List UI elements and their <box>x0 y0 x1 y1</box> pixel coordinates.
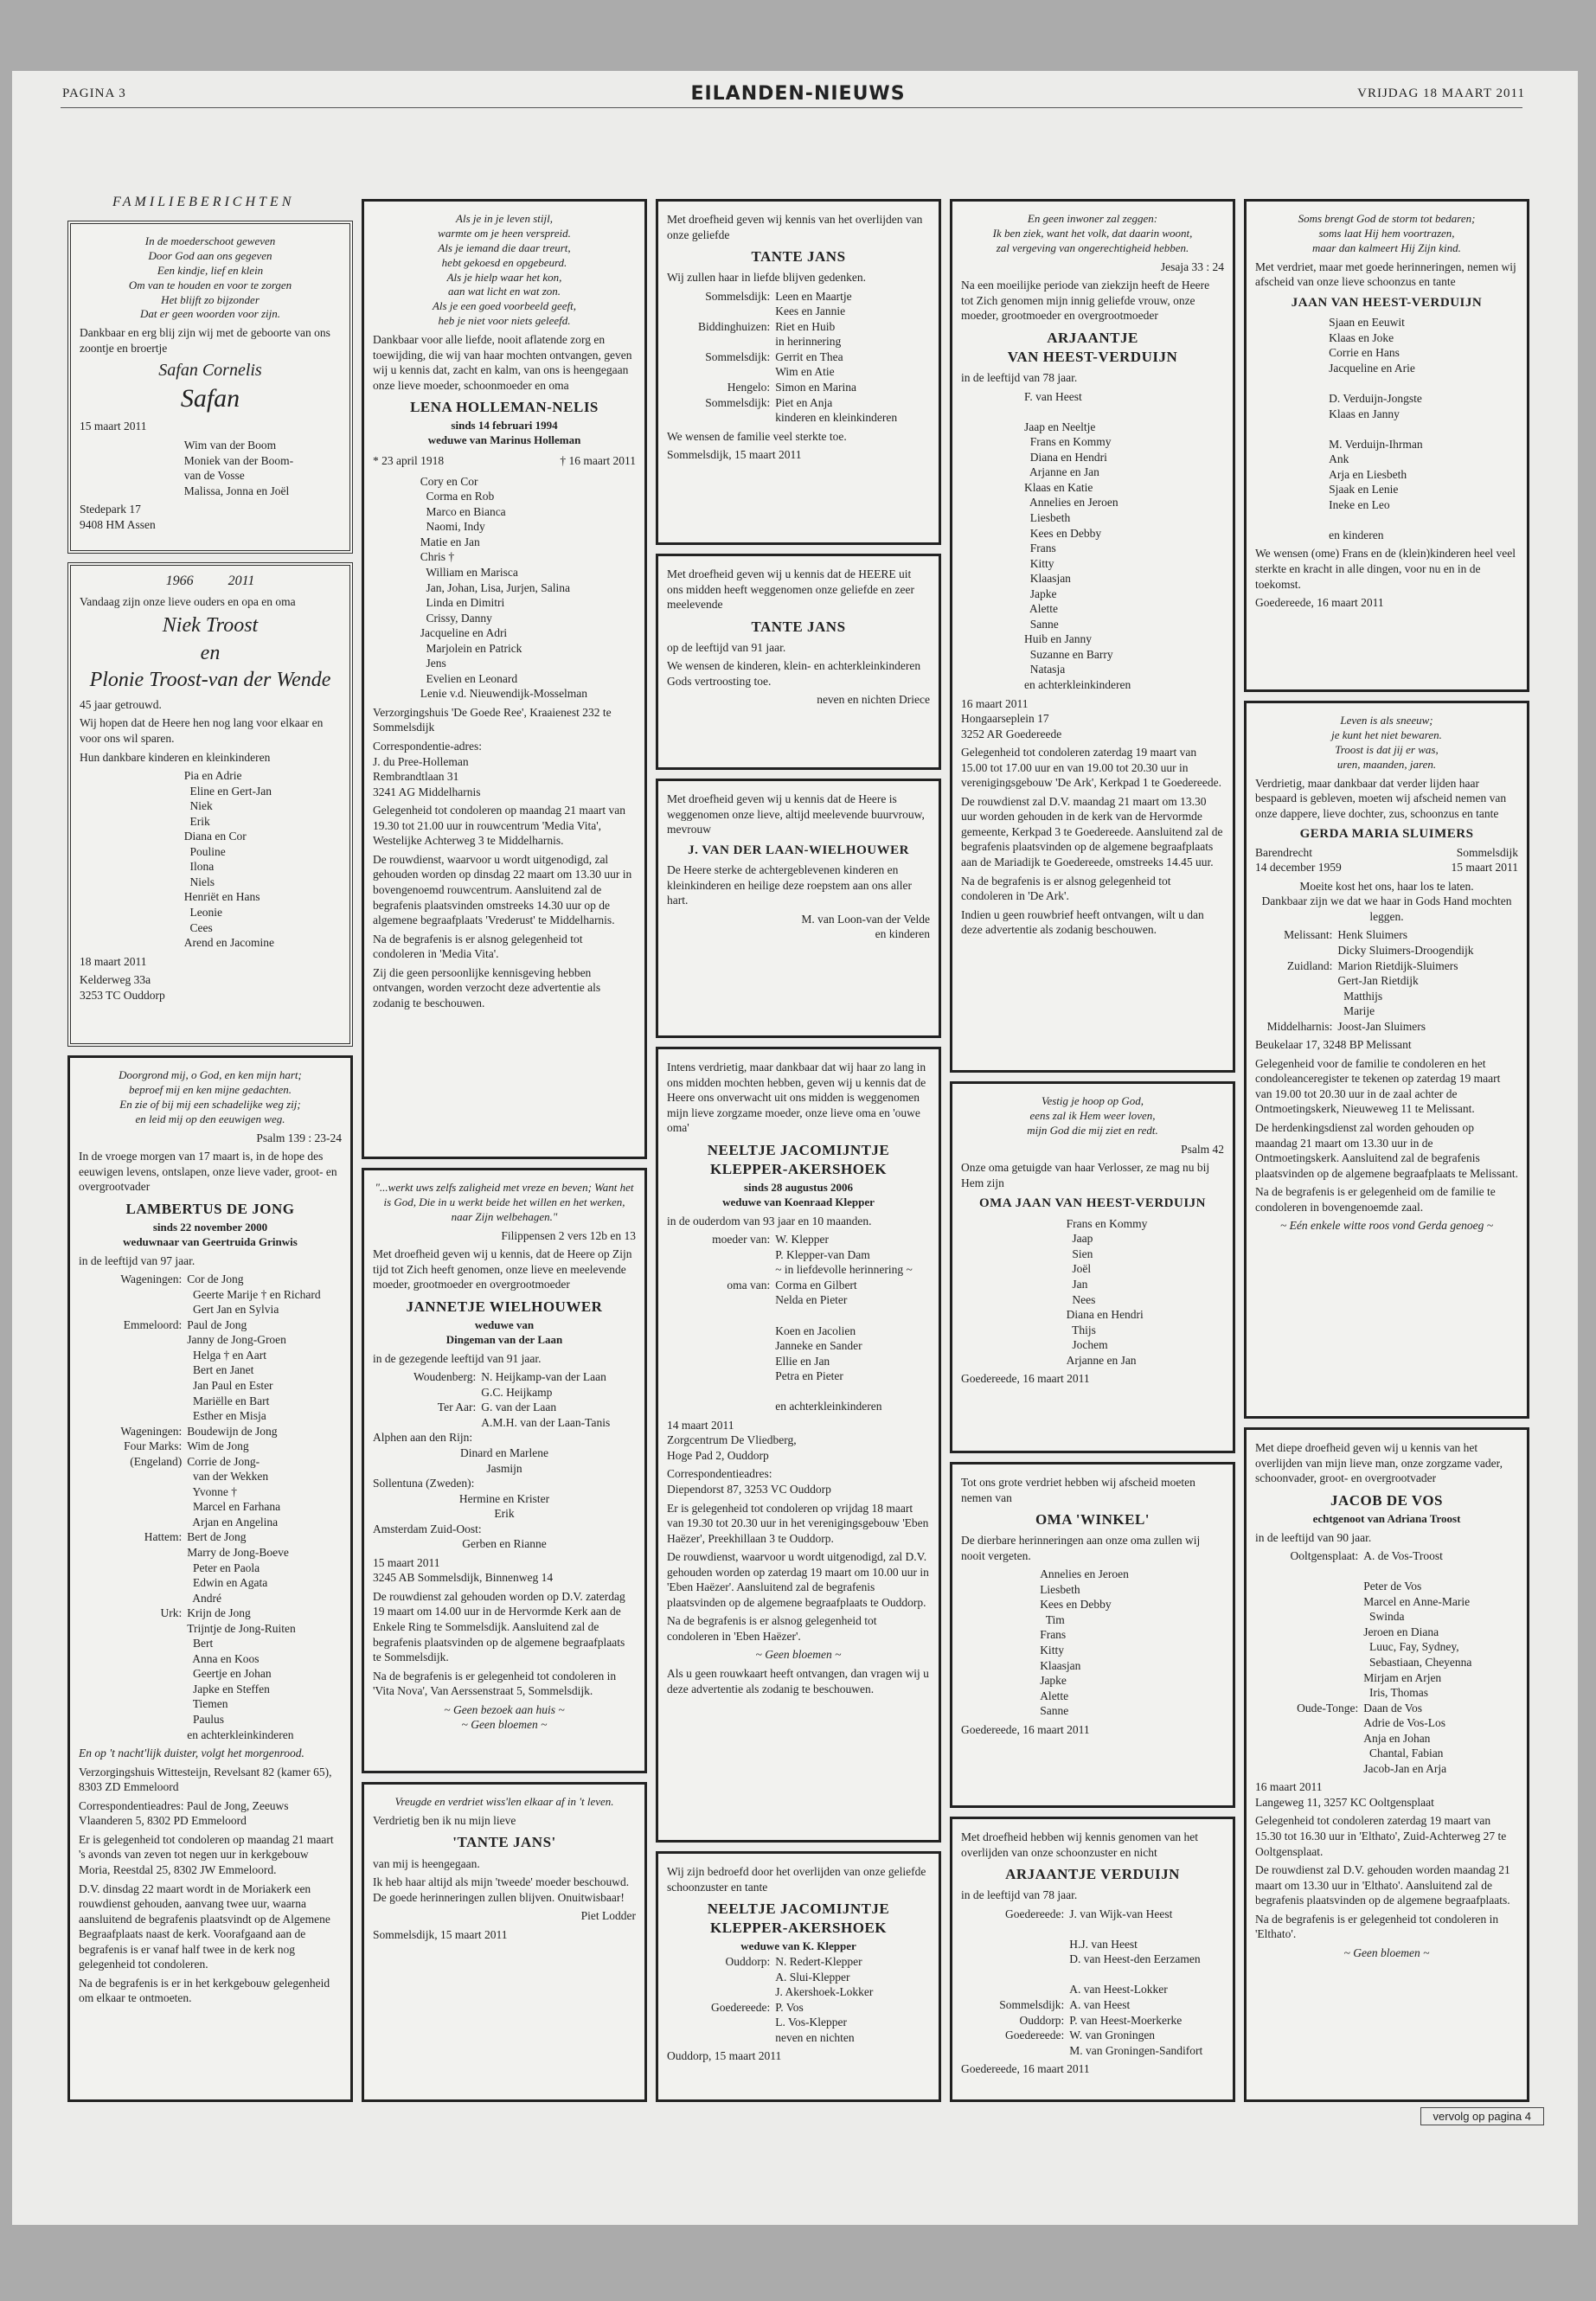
tantejans3-text: Ik heb haar altijd als mijn 'tweede' moeder beschouwd. De goede herinneringen zullen blijven. Onuitwisbaar! <box>373 1875 630 1904</box>
jacob-intro: Met diepe droefheid geven wij u kennis van het overlijden van mijn lieve man, onze zorgzame vader, schoonvader, groot- en overgrootvader <box>1255 1441 1503 1485</box>
arjaantje1-intro: Na een moeilijke periode van ziekzijn heeft de Heere tot Zich genomen mijn innig geliefde vrouw, onze moeder, grootmoeder en overgrootmoeder <box>961 279 1210 323</box>
jaan-name: JAAN VAN HEEST-VERDUIJN <box>1291 295 1483 310</box>
death-notice-tante-jans-3 <box>362 1782 647 2102</box>
tantejans2-age: op de leeftijd van 91 jaar. <box>667 640 786 654</box>
family-names: Boudewijn de Jong <box>187 1424 278 1438</box>
continued-label: vervolg op pagina 4 <box>1420 2107 1544 2125</box>
arjaantje1-family: F. van Heest Jaap en Neeltje Frans en Kommy Diana en Hendri Arjanne en Jan Klaas en Katie Annelies en Jeroen Liesbeth Kees en Debby Frans Kitty Klaasjan Japke Alette Sanne Huib en Janny Suzanne en Barry Natasja en achterkleinkinderen <box>1023 389 1131 691</box>
family-names: Joost-Jan Sluimers <box>1337 1019 1426 1033</box>
section-title: FAMILIEBERICHTEN <box>112 195 295 209</box>
arjaantje2-age: in de leeftijd van 78 jaar. <box>961 1888 1078 1902</box>
jannetje-intro: Met droefheid geven wij u kennis, dat de Heere op Zijn tijd tot Zich heeft genomen, onze lieve en meelevende moeder, grootmoeder en overgrootmoeder <box>373 1247 632 1292</box>
lena-corr: Correspondentie-adres: J. du Pree-Holleman Rembrandtlaan 31 3241 AG Middelharnis <box>373 740 482 798</box>
jannetje-closing: ~ Geen bezoek aan huis ~ ~ Geen bloemen ~ <box>444 1702 565 1732</box>
jacob-condolence: Gelegenheid tot condoleren zaterdag 19 maart van 15.30 tot 16.30 uur in 'Elthato', Zuid-Achterweg 27 te Ooltgensplaat. <box>1255 1814 1507 1858</box>
jaan-family: Sjaan en Eeuwit Klaas en Joke Corrie en Hans Jacqueline en Arie D. Verduijn-Jongste Klaas en Janny M. Verduijn-Ihrman Ank Arja en Liesbeth Sjaak en Lenie Ineke en Leo en kinderen <box>1329 316 1423 542</box>
lena-died: † 16 maart 2011 <box>560 454 636 468</box>
death-notice-arjaantje-1 <box>950 199 1235 1073</box>
death-notice-gerda <box>1244 701 1529 1419</box>
neeltje2-date: Ouddorp, 15 maart 2011 <box>667 2049 782 2063</box>
family-place: Emmeloord: <box>123 1317 183 1331</box>
family-names: A. van Heest <box>1069 1998 1131 2012</box>
family-names: Cor de Jong Geerte Marije † en Richard Gert Jan en Sylvia <box>187 1272 321 1317</box>
family-names: Simon en Marina <box>775 381 856 394</box>
arjaantje1-service: De rouwdienst zal D.V. maandag 21 maart om 13.30 uur worden gehouden in de kerk van de Hervormde gemeente, Kerkpad 3 te Goedereede. Aansluitend zal de begrafenis plaatsvinden op de algemene begraafplaats aan de Mariadijk te Goedereede, omstreeks 14.45 uur. <box>961 794 1223 868</box>
neeltje1-corr: Correspondentieadres: Diependorst 87, 3253 VC Ouddorp <box>667 1467 831 1496</box>
gerda-name: GERDA MARIA SLUIMERS <box>1299 827 1474 842</box>
gerda-address: Beukelaar 17, 3248 BP Melissant <box>1255 1038 1412 1052</box>
neeltje1-dateaddr: 14 maart 2011 Zorgcentrum De Vliedberg, Hoge Pad 2, Ouddorp <box>667 1418 797 1462</box>
lambertus-condolence: Er is gelegenheid tot condoleren op maandag 21 maart 's avonds van zeven tot negen uur in kerkgebouw Moria, Reestdal 25, 8302 JW Emmeloord. <box>79 1832 334 1876</box>
death-notice-jacob <box>1244 1427 1529 2102</box>
anniversary-years-married: 45 jaar getrouwd. <box>80 697 162 711</box>
jannetje-service: De rouwdienst zal gehouden worden op D.V. zaterdag 19 maart om 14.00 uur in de Hervormde Kerk aan de Enkele Ring te Sommelsdijk. Aansluitend zal de begrafenis plaatsvinden op de algemene begraafplaats te Sommelsdijk. <box>373 1589 625 1664</box>
anniversary-en: en <box>200 641 221 664</box>
anniversary-years: 1966 2011 <box>165 574 255 588</box>
jannetje-after: Na de begrafenis is er gelegenheid tot condoleren in 'Vita Nova', Van Aerssenstraat 5, Sommelsdijk. <box>373 1669 617 1698</box>
anniversary-hope: Wij hopen dat de Heere hen nog lang voor elkaar en voor ons wil sparen. <box>80 716 324 745</box>
family-names: W. van Groningen M. van Groningen-Sandifort <box>1069 2029 1203 2057</box>
child-fullname: Safan Cornelis <box>158 361 262 381</box>
family-place: Goedereede: <box>1004 2029 1065 2042</box>
family-place: Four Marks: (Engeland) <box>124 1439 183 1468</box>
child-callname: Safan <box>180 384 240 413</box>
neeltje1-closing: ~ Geen bloemen ~ <box>755 1648 842 1662</box>
anniversary-family: Pia en Adrie Eline en Gert-Jan Niek Erik Diana en Cor Pouline Ilona Niels Henriët en Hans Leonie Cees Arend en Jacomine <box>183 769 275 950</box>
lambertus-service: D.V. dinsdag 22 maart wordt in de Moriakerk een rouwdienst gehouden, aanvang twee uur, waarna aansluitend de begrafenis plaatsvindt op de Algemene Begraafplaats naast de kerk. Voorafgaand aan de begrafenis is er vanaf half twee in de kerk nog gelegenheid tot condoleren. <box>79 1881 330 1971</box>
jannetje-ref: Filippensen 2 vers 12b en 13 <box>501 1228 636 1242</box>
family-place: Ooltgensplaat: <box>1290 1549 1359 1563</box>
family-names: Dinard en Marlene Jasmijn <box>460 1446 548 1475</box>
jacob-name: JACOB DE VOS <box>1330 1491 1444 1509</box>
omawinkel-family: Annelies en Jeroen Liesbeth Kees en Debby Tim Frans Kitty Klaasjan Japke Alette Sanne <box>1040 1567 1129 1718</box>
gerda-born-place: Barendrecht <box>1255 845 1312 859</box>
family-place: Middelharnis: <box>1266 1019 1333 1033</box>
omajaan-ref: Psalm 42 <box>1181 1142 1224 1156</box>
masthead-logo: EILANDEN-NIEUWS <box>690 83 906 105</box>
lena-verse: Als je in je leven stijl, warmte om je heen verspreid. Als je iemand die daar treurt, hebt gekoesd en opgebeurd. Als je hielp waar het kon, aan wat licht en wat zon. Als je een goed voorbeeld geeft, heb je niet voor niets geleefd. <box>432 212 577 328</box>
birth-intro: Dankbaar en erg blij zijn wij met de geboorte van ons zoontje en broertje <box>80 326 330 355</box>
tantejans1-date: Sommelsdijk, 15 maart 2011 <box>667 448 802 462</box>
family-names: A. de Vos-Troost Peter de Vos Marcel en Anne-Marie Swinda Jeroen en Diana Luuc, Fay, Sydney, Sebastiaan, Cheyenna Mirjam en Arjen Iris, Thomas <box>1363 1549 1472 1700</box>
lena-born: * 23 april 1918 <box>373 454 445 468</box>
arjaantje1-ref: Jesaja 33 : 24 <box>1160 260 1224 273</box>
omajaan-date: Goedereede, 16 maart 2011 <box>961 1372 1090 1386</box>
neeltje2-family <box>667 1954 930 2045</box>
birth-address: Stedepark 17 9408 HM Assen <box>80 503 156 531</box>
gerda-verse: Leven is als sneeuw; je kunt het niet bewaren. Troost is dat jij er was, uren, maanden, jaren. <box>1331 714 1442 771</box>
jannetje-widow: weduwe van Dingeman van der Laan <box>445 1317 563 1346</box>
arjaantje1-dateaddr: 16 maart 2011 Hongaarseplein 17 3252 AR Goedereede <box>961 696 1062 740</box>
arjaantje2-date: Goedereede, 16 maart 2011 <box>961 2062 1090 2076</box>
gerda-closing: ~ Eén enkele witte roos vond Gerda genoeg ~ <box>1279 1219 1494 1233</box>
lambertus-address: Verzorgingshuis Wittesteijn, Revelsant 82 (kamer 65), 8303 ZD Emmeloord <box>79 1765 332 1794</box>
family-place: Sommelsdijk: <box>705 349 771 363</box>
arjaantje1-note: Indien u geen rouwbrief heeft ontvangen, wilt u dan deze advertentie als zodanig beschouwen. <box>961 907 1204 937</box>
family-names: Wim de Jong Corrie de Jong- van der Wekken Yvonne † Marcel en Farhana Arjan en Angelina <box>187 1439 281 1529</box>
neeltje1-widow: weduwe van Koenraad Klepper <box>722 1195 875 1208</box>
death-notice-jannetje <box>362 1168 647 1773</box>
family-place: Wageningen: <box>120 1272 183 1286</box>
lena-home: Verzorgingshuis 'De Goede Ree', Kraaienest 232 te Sommelsdijk <box>373 705 612 734</box>
anniversary-address: Kelderweg 33a 3253 TC Ouddorp <box>80 973 165 1002</box>
gerda-after: Na de begrafenis is er gelegenheid om de familie te condoleren in bovengenoemde zaal. <box>1255 1185 1496 1214</box>
tantejans1-line: Wij zullen haar in liefde blijven gedenken. <box>667 271 866 285</box>
lambertus-after: Na de begrafenis is er in het kerkgebouw gelegenheid om elkaar te ontmoeten. <box>79 1976 330 2005</box>
family-names: Hermine en Krister Erik <box>458 1491 550 1521</box>
anniversary-intro: Vandaag zijn onze lieve ouders en opa en oma <box>80 594 296 608</box>
tantejans2-name: TANTE JANS <box>751 618 846 635</box>
death-notice-lena <box>362 199 647 1159</box>
omajaan-intro: Onze oma getuigde van haar Verlosser, ze mag nu bij Hem zijn <box>961 1161 1210 1189</box>
lambertus-intro: In de vroege morgen van 17 maart is, in de hope des eeuwigen levens, ontslapen, onze lieve vader, groot- en overgrootvader <box>79 1150 337 1194</box>
family-place: Sommelsdijk: <box>705 289 771 303</box>
arjaantje2-name: ARJAANTJE VERDUIJN <box>1005 1866 1180 1883</box>
family-place: Oude-Tonge: <box>1297 1701 1359 1715</box>
jacob-spouse: echtgenoot van Adriana Troost <box>1312 1511 1461 1525</box>
tantejans3-verse: Vreugde en verdriet wiss'len elkaar af in 't leven. <box>394 1795 614 1808</box>
lena-since: sinds 14 februari 1994 <box>451 419 558 433</box>
family-names: Riet en Huib in herinnering <box>775 319 842 349</box>
family-place: Amsterdam Zuid-Oost: <box>373 1522 482 1535</box>
family-place: Goedereede: <box>1004 1907 1065 1920</box>
lena-note: Zij die geen persoonlijke kennisgeving hebben ontvangen, worden verzocht deze advertentie als zodanig te beschouwen. <box>373 965 601 1009</box>
vanderlaan-intro: Met droefheid geven wij u kennis dat de Heere is weggenomen onze lieve, altijd meelevende buurvrouw, mevrouw <box>667 792 925 836</box>
omajaan-family: Frans en Kommy Jaap Sien Joël Jan Nees Diana en Hendri Thijs Jochem Arjanne en Jan <box>1066 1216 1148 1367</box>
lena-widow: weduwe van Marinus Holleman <box>427 433 581 447</box>
lena-condolence: Gelegenheid tot condoleren op maandag 21 maart van 19.30 tot 21.00 uur in rouwcentrum 'Media Vita', Westelijke Achterweg 3 te Middelharnis. <box>373 804 626 848</box>
family-names: P. Vos L. Vos-Klepper neven en nichten <box>775 2000 855 2044</box>
family-names: N. Heijkamp-van der Laan G.C. Heijkamp <box>481 1370 606 1399</box>
family-place: Goedereede: <box>710 2000 771 2014</box>
issue-date: VRIJDAG 18 MAART 2011 <box>1357 87 1525 100</box>
family-names: Henk Sluimers Dicky Sluimers-Droogendijk <box>1337 928 1474 957</box>
omawinkel-name: OMA 'WINKEL' <box>1035 1511 1151 1529</box>
family-place: Woudenberg: <box>413 1370 477 1384</box>
tantejans1-name: TANTE JANS <box>751 248 846 266</box>
tantejans2-wish: We wensen de kinderen, klein- en achterkleinkinderen Gods vertroosting toe. <box>667 659 921 688</box>
vanderlaan-sign: M. van Loon-van der Velde en kinderen <box>801 912 930 941</box>
birth-verse: In de moederschoot geweven Door God aan ons gegeven Een kindje, lief en klein Om van te houden en voor te zorgen Het blijft zo bijzonder Dat er geen woorden voor zijn. <box>128 234 292 321</box>
family-place: Sommelsdijk: <box>999 1998 1065 2012</box>
neeltje1-since: sinds 28 augustus 2006 <box>743 1180 854 1194</box>
anniversary-date: 18 maart 2011 <box>80 954 147 968</box>
family-names: Corma en Gilbert Nelda en Pieter Koen en Jacolien Janneke en Sander Ellie en Jan Petra en Pieter en achterkleinkinderen <box>775 1278 882 1413</box>
family-names: Krijn de Jong Trijntje de Jong-Ruiten Bert Anna en Koos Geertje en Johan Japke en Steffen Tiemen Paulus en achterkleinkinderen <box>187 1606 296 1741</box>
gerda-intro: Verdrietig, maar dankbaar dat verder lijden haar bespaard is gebleven, moeten wij afscheid nemen van onze dappere, lieve dochter, zus, schoonzus en tante <box>1255 776 1507 820</box>
death-notice-tante-jans-1 <box>656 199 941 545</box>
lambertus-family <box>79 1272 342 1742</box>
arjaantje1-condolence: Gelegenheid tot condoleren zaterdag 19 maart van 15.00 tot 17.00 uur en van 19.00 tot 20.30 uur in verenigingsgebouw 'De Ark', Kerkpad 1 te Goedereede. <box>961 746 1222 790</box>
jannetje-name: JANNETJE WIELHOUWER <box>406 1298 603 1315</box>
jannetje-verse: "...werkt uws zelfs zaligheid met vreze en beven; Want het is God, Die in u werkt beide het willen en het werken, naar Zijn welbehagen." <box>375 1181 634 1223</box>
death-notice-neeltje-1 <box>656 1047 941 1843</box>
neeltje1-after: Na de begrafenis is er alsnog gelegenheid tot condoleren in 'Eben Haëzer'. <box>667 1614 877 1643</box>
gerda-family <box>1255 927 1518 1034</box>
gerda-service: De herdenkingsdienst zal worden gehouden op maandag 21 maart om 13.30 uur in de Ontmoetingskerk. Aansluitend zal de begrafenis plaatsvinden op de algemene begraafplaats te Melissant. <box>1255 1121 1519 1180</box>
arjaantje1-verse: En geen inwoner zal zeggen: Ik ben ziek, want het volk, dat daarin woont, zal vergeving van ongerechtigheid hebben. <box>992 212 1193 254</box>
lena-intro: Dankbaar voor alle liefde, nooit aflatende zorg en toewijding, die wij van haar mochten ontvangen, geven wij u kennis dat, zacht en kalm, van ons is heengegaan onze lieve moeder, schoonmoeder en oma <box>373 333 632 392</box>
death-notice-van-der-laan <box>656 779 941 1038</box>
jacob-dateaddr: 16 maart 2011 Langeweg 11, 3257 KC Ooltgensplaat <box>1255 1780 1434 1809</box>
family-place: Hattem: <box>144 1530 183 1544</box>
jaan-date: Goedereede, 16 maart 2011 <box>1255 596 1384 610</box>
family-place: Ter Aar: <box>437 1400 477 1414</box>
death-notice-oma-winkel <box>950 1462 1235 1808</box>
gerda-died-place: Sommelsdijk <box>1456 845 1518 859</box>
family-names: P. van Heest-Moerkerke <box>1069 2013 1183 2027</box>
family-names: Gerrit en Thea Wim en Atie <box>775 349 843 379</box>
gerda-motto: Moeite kost het ons, haar los te laten. Dankbaar zijn we dat we haar in Gods Hand mochten leggen. <box>1261 879 1512 923</box>
death-notice-oma-jaan <box>950 1081 1235 1453</box>
neeltje1-family <box>667 1232 930 1414</box>
birth-date: 15 maart 2011 <box>80 420 147 433</box>
tantejans2-sign: neven en nichten Driece <box>817 693 930 707</box>
family-place: Urk: <box>160 1606 183 1620</box>
anniversary-name-1: Niek Troost <box>162 614 259 638</box>
omawinkel-date: Goedereede, 16 maart 2011 <box>961 1722 1090 1736</box>
lambertus-ref: Psalm 139 : 23-24 <box>256 1131 342 1144</box>
omawinkel-line: De dierbare herinneringen aan onze oma zullen wij nooit vergeten. <box>961 1534 1201 1562</box>
tantejans3-date: Sommelsdijk, 15 maart 2011 <box>373 1927 508 1941</box>
neeltje2-name: NEELTJE JACOMIJNTJE KLEPPER-AKERSHOEK <box>707 1900 890 1937</box>
family-names: Leen en Maartje Kees en Jannie <box>775 289 852 318</box>
family-place: Alphen aan den Rijn: <box>373 1431 473 1445</box>
gerda-condolence: Gelegenheid voor de familie te condoleren en het condoleanceregister te tekenen op zaterdag 19 maart van 19.00 tot 20.30 uur in de zaal achter de Ontmoetingskerk, Nieuweweg 11 te Melissant. <box>1255 1056 1501 1116</box>
jannetje-age: in de gezegende leeftijd van 91 jaar. <box>373 1351 542 1365</box>
neeltje1-note: Als u geen rouwkaart heeft ontvangen, dan vragen wij u deze advertentie als zodanig te beschouwen. <box>667 1667 929 1695</box>
birth-parents: Wim van der Boom Moniek van der Boom- van de Vosse Malissa, Jonna en Joël <box>183 438 294 497</box>
arjaantje1-after: Na de begrafenis is er alsnog gelegenheid tot condoleren in 'De Ark'. <box>961 874 1171 903</box>
tantejans3-name: 'TANTE JANS' <box>452 1834 556 1851</box>
jacob-after: Na de begrafenis is er gelegenheid tot condoleren in 'Elthato'. <box>1255 1912 1499 1941</box>
jaan-verse: Soms brengt God de storm tot bedaren; soms laat Hij hem voortrazen, maar dan kalmeert Hij Zijn kind. <box>1298 212 1476 254</box>
family-names: Marion Rietdijk-Sluimers Gert-Jan Rietdijk Matthijs Marije <box>1337 958 1458 1018</box>
arjaantje1-age: in de leeftijd van 78 jaar. <box>961 371 1078 385</box>
lambertus-motto: En op 't nacht'lijk duister, volgt het morgenrood. <box>79 1747 304 1760</box>
lambertus-corr: Correspondentieadres: Paul de Jong, Zeeuws Vlaanderen 5, 8302 PD Emmeloord <box>79 1798 289 1828</box>
neeltje2-widow: weduwe van K. Klepper <box>740 1939 856 1953</box>
jacob-service: De rouwdienst zal D.V. gehouden worden maandag 21 maart om 13.30 uur in 'Elthato'. Aansluitend zal de begrafenis plaatsvinden op de algemene begraafplaats. <box>1255 1863 1510 1907</box>
tantejans2-intro: Met droefheid geven wij u kennis dat de HEERE uit ons midden heeft weggenomen onze geliefde en zeer meelevende <box>667 567 914 612</box>
lambertus-verse: Doorgrond mij, o God, en ken mijn hart; beproef mij en ken mijne gedachten. En zie of bij mij een schadelijke weg zij; en leid mij op den eeuwigen weg. <box>119 1068 302 1125</box>
lena-after: Na de begrafenis is er alsnog gelegenheid tot condoleren in 'Media Vita'. <box>373 932 583 961</box>
omawinkel-intro: Tot ons grote verdriet hebben wij afscheid moeten nemen van <box>961 1476 1195 1504</box>
neeltje1-age: in de ouderdom van 93 jaar en 10 maanden. <box>667 1214 872 1227</box>
omajaan-name: OMA JAAN VAN HEEST-VERDUIJN <box>978 1196 1207 1211</box>
tantejans3-sign: Piet Lodder <box>580 1909 636 1923</box>
family-place: Hengelo: <box>727 381 771 394</box>
vanderlaan-wish: De Heere sterke de achtergeblevenen kinderen en kleinkinderen en heilige deze roepstem aan ons aller hart. <box>667 863 913 907</box>
neeltje2-intro: Wij zijn bedroefd door het overlijden van onze geliefde schoonzuster en tante <box>667 1865 926 1894</box>
jacob-closing: ~ Geen bloemen ~ <box>1343 1945 1430 1959</box>
jannetje-dateaddr: 15 maart 2011 3245 AB Sommelsdijk, Binnenweg 14 <box>373 1555 554 1585</box>
lambertus-name: LAMBERTUS DE JONG <box>125 1200 295 1217</box>
family-names: N. Redert-Klepper A. Slui-Klepper J. Akershoek-Lokker <box>775 1955 874 1999</box>
family-place: Zuidland: <box>1286 958 1333 972</box>
tantejans1-family <box>667 289 930 426</box>
jaan-wish: We wensen (ome) Frans en de (klein)kinderen heel veel sterkte en kracht in alle dingen, voor nu en in de toekomst. <box>1255 547 1516 591</box>
gerda-born: 14 december 1959 <box>1255 861 1342 875</box>
vanderlaan-name: J. VAN DER LAAN-WIELHOUWER <box>688 843 909 857</box>
family-names: Piet en Anja kinderen en kleinkinderen <box>775 395 898 425</box>
gerda-died: 15 maart 2011 <box>1451 861 1518 875</box>
family-place: moeder van: <box>712 1233 771 1247</box>
family-place: Sommelsdijk: <box>705 395 771 409</box>
tantejans3-intro: Verdrietig ben ik nu mijn lieve <box>373 1813 516 1827</box>
death-notice-tante-jans-2 <box>656 554 941 770</box>
jacob-family <box>1255 1548 1518 1776</box>
family-place: Biddinghuizen: <box>697 319 771 333</box>
family-names: W. Klepper P. Klepper-van Dam ~ in liefdevolle herinnering ~ <box>775 1233 913 1277</box>
death-notice-neeltje-2 <box>656 1851 941 2102</box>
lena-family: Cory en Cor Corma en Rob Marco en Bianca Naomi, Indy Matie en Jan Chris † William en Marisca Jan, Johan, Lisa, Jurjen, Salina Linda en Dimitri Crissy, Danny Jacqueline en Adri Marjolein en Patrick Jens Evelien en Leonard Lenie v.d. Nieuwendijk-Mosselman <box>420 474 588 701</box>
neeltje1-condolence: Er is gelegenheid tot condoleren op vrijdag 18 maart van 19.30 tot 20.30 uur in het verenigingsgebouw 'Eben Haëzer', Preekhillaan 3 te Ouddorp. <box>667 1501 929 1545</box>
jaan-intro: Met verdriet, maar met goede herinneringen, nemen wij afscheid van onze lieve schoonzus en tante <box>1255 260 1516 289</box>
family-names: J. van Wijk-van Heest H.J. van Heest D. van Heest-den Eerzamen A. van Heest-Lokker <box>1069 1907 1201 1997</box>
tantejans1-intro: Met droefheid geven wij kennis van het overlijden van onze geliefde <box>667 213 923 241</box>
family-names: G. van der Laan A.M.H. van der Laan-Tanis <box>481 1400 611 1429</box>
jacob-age: in de leeftijd van 90 jaar. <box>1255 1530 1372 1544</box>
tantejans1-wish: We wensen de familie veel sterkte toe. <box>667 429 847 443</box>
arjaantje2-intro: Met droefheid hebben wij kennis genomen van het overlijden van onze schoonzuster en nicht <box>961 1830 1199 1859</box>
family-names: Daan de Vos Adrie de Vos-Los Anja en Johan Chantal, Fabian Jacob-Jan en Arja <box>1363 1701 1447 1775</box>
lambertus-since: sinds 22 november 2000 <box>152 1220 268 1234</box>
anniversary-name-2: Plonie Troost-van der Wende <box>89 668 331 691</box>
lena-service: De rouwdienst, waarvoor u wordt uitgenodigd, zal gehouden worden op dinsdag 22 maart om 13.30 uur in bovengenoemd rouwcentrum. Aansluitend zal de begrafenis plaatsvinden omstreeks 14.30 uur op de algemene begraafplaats 'Vrederust' te Middelharnis. <box>373 852 632 927</box>
death-notice-arjaantje-2 <box>950 1817 1235 2102</box>
family-names: Gerben en Rianne <box>462 1537 547 1551</box>
page-number: PAGINA 3 <box>62 87 126 100</box>
header-rule <box>61 107 1522 108</box>
arjaantje2-family <box>961 1907 1224 2058</box>
omajaan-verse: Vestig je hoop op God, eens zal ik Hem weer loven, mijn God die mij ziet en redt. <box>1027 1094 1158 1137</box>
family-place: Ouddorp: <box>725 1955 771 1969</box>
death-notice-jaan <box>1244 199 1529 692</box>
family-names: Paul de Jong Janny de Jong-Groen Helga † en Aart Bert en Janet Jan Paul en Ester Mariëlle en Bart Esther en Misja <box>187 1317 286 1423</box>
anniversary-notice-troost <box>67 562 353 1047</box>
lambertus-age: in de leeftijd van 97 jaar. <box>79 1253 195 1267</box>
tantejans3-line: van mij is heengegaan. <box>373 1856 480 1870</box>
lena-name: LENA HOLLEMAN-NELIS <box>410 399 599 416</box>
birth-notice-safan <box>67 221 353 554</box>
arjaantje1-name: ARJAANTJE VAN HEEST-VERDUIJN <box>1007 329 1178 365</box>
death-notice-lambertus <box>67 1055 353 2102</box>
anniversary-from: Hun dankbare kinderen en kleinkinderen <box>80 750 271 764</box>
family-place: Sollentuna (Zweden): <box>373 1477 475 1490</box>
neeltje1-service: De rouwdienst, waarvoor u wordt uitgenodigd, zal D.V. gehouden worden op zaterdag 19 maart om 10.00 uur in 'Eben Haëzer'. Aansluitend zal de begrafenis plaatsvinden op de algemene begraafplaats te Ouddorp. <box>667 1550 929 1609</box>
family-names: Bert de Jong Marry de Jong-Boeve Peter en Paola Edwin en Agata André <box>187 1530 289 1605</box>
jannetje-family <box>373 1369 636 1552</box>
family-place: oma van: <box>727 1278 771 1292</box>
family-place: Melissant: <box>1284 928 1333 942</box>
family-place: Ouddorp: <box>1019 2013 1065 2027</box>
neeltje1-name: NEELTJE JACOMIJNTJE KLEPPER-AKERSHOEK <box>707 1141 890 1177</box>
neeltje1-intro: Intens verdrietig, maar dankbaar dat wij haar zo lang in ons midden mochten hebben, geven wij u kennis dat de Heere ons onverwacht uit ons midden is weggenomen mijn lieve zorgzame moeder, onze lieve oma en 'ouwe oma' <box>667 1061 926 1135</box>
family-place: Wageningen: <box>120 1424 183 1438</box>
lambertus-widow: weduwnaar van Geertruida Grinwis <box>123 1234 298 1248</box>
